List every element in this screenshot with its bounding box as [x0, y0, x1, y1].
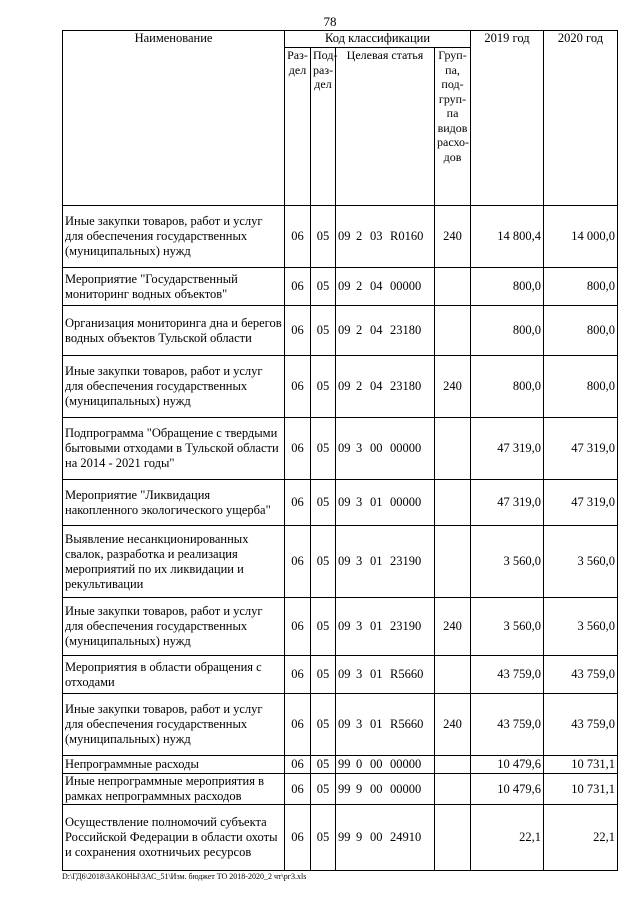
target-article-part: 03	[370, 229, 383, 243]
row-value-2020: 3 560,0	[544, 526, 618, 598]
subsection-header: Под- раз- дел	[311, 48, 336, 206]
target-article-part: 09	[338, 554, 351, 568]
target-article-part: 01	[370, 717, 383, 731]
row-name: Осуществление полномочий субъекта Российской Федерации в области охоты и сохранения охотничьих ресурсов	[63, 805, 285, 871]
row-subsection: 05	[311, 756, 336, 774]
row-subsection: 05	[311, 306, 336, 356]
target-article-part: 23180	[390, 379, 422, 393]
file-path-footer: D:\ГД6\2018\ЗАКОНЫ\ЗАС_51\Изм. бюджет ТО 2018-2020_2 чт\рг3.xls	[62, 872, 307, 881]
target-article-part: 09	[338, 619, 351, 633]
table-row	[63, 206, 618, 268]
row-value-2020: 14 000,0	[544, 206, 618, 268]
table-row	[63, 774, 618, 805]
row-value-2019: 47 319,0	[471, 418, 544, 480]
row-section: 06	[285, 206, 311, 268]
row-name: Иные закупки товаров, работ и услуг для обеспечения государственных (муниципальных) нужд	[63, 598, 285, 656]
row-section: 06	[285, 480, 311, 526]
row-value-2020: 800,0	[544, 306, 618, 356]
row-subsection: 05	[311, 206, 336, 268]
row-section: 06	[285, 598, 311, 656]
row-target-article	[336, 756, 435, 774]
row-subsection: 05	[311, 418, 336, 480]
row-expense-group	[435, 268, 471, 306]
target-article-part: R0160	[390, 229, 424, 243]
target-article-part: 09	[338, 229, 351, 243]
section-header: Раз- дел	[285, 48, 311, 206]
row-value-2020: 800,0	[544, 356, 618, 418]
table-row	[63, 268, 618, 306]
target-article-part: 00	[370, 781, 383, 796]
row-section: 06	[285, 774, 311, 805]
table-row	[63, 694, 618, 756]
name-header: Наименование	[63, 31, 285, 206]
target-article-part: 09	[338, 441, 351, 455]
row-subsection: 05	[311, 656, 336, 694]
table-row	[63, 656, 618, 694]
target-article-part: R5660	[390, 667, 424, 681]
row-value-2020: 43 759,0	[544, 656, 618, 694]
target-article-part: 9	[356, 781, 363, 796]
row-value-2019: 3 560,0	[471, 526, 544, 598]
target-article-part: 04	[370, 323, 383, 337]
target-article-part: 00000	[390, 441, 422, 455]
target-article-part: 2	[356, 379, 363, 393]
row-value-2019: 10 479,6	[471, 774, 544, 805]
target-article-part: 09	[338, 379, 351, 393]
row-value-2019: 43 759,0	[471, 694, 544, 756]
table-row	[63, 598, 618, 656]
target-article-part: 2	[356, 279, 363, 293]
table-row	[63, 356, 618, 418]
row-section: 06	[285, 805, 311, 871]
year-2020-header: 2020 год	[544, 31, 618, 206]
row-value-2019: 800,0	[471, 356, 544, 418]
row-section: 06	[285, 656, 311, 694]
row-section: 06	[285, 418, 311, 480]
target-article-part: 01	[370, 619, 383, 633]
row-expense-group	[435, 774, 471, 805]
row-value-2020: 22,1	[544, 805, 618, 871]
row-target-article	[336, 268, 435, 306]
row-value-2019: 14 800,4	[471, 206, 544, 268]
target-article-part: 04	[370, 279, 383, 293]
target-article-part: 24910	[390, 830, 422, 844]
budget-table	[62, 30, 618, 871]
row-section: 06	[285, 356, 311, 418]
row-expense-group: 240	[435, 356, 471, 418]
target-article-part: 09	[338, 717, 351, 731]
target-article-part: 99	[338, 830, 351, 844]
target-article-part: 00	[370, 441, 383, 455]
row-value-2019: 800,0	[471, 268, 544, 306]
target-article-part: 09	[338, 323, 351, 337]
row-expense-group	[435, 480, 471, 526]
row-expense-group	[435, 306, 471, 356]
table-row	[63, 306, 618, 356]
target-article-part: 04	[370, 379, 383, 393]
target-article-part: 23190	[390, 619, 422, 633]
row-target-article	[336, 418, 435, 480]
row-name: Иные закупки товаров, работ и услуг для обеспечения государственных (муниципальных) нужд	[63, 206, 285, 268]
row-expense-group	[435, 805, 471, 871]
target-article-part: 3	[356, 619, 363, 633]
row-value-2020: 800,0	[544, 268, 618, 306]
row-subsection: 05	[311, 805, 336, 871]
target-article-part: 09	[338, 667, 351, 681]
row-subsection: 05	[311, 268, 336, 306]
header-row-1	[63, 31, 618, 48]
table-row	[63, 805, 618, 871]
row-expense-group: 240	[435, 206, 471, 268]
target-article-part: 00	[370, 830, 383, 844]
row-target-article	[336, 356, 435, 418]
target-article-part: 00	[370, 757, 383, 771]
target-article-part: 09	[338, 495, 351, 509]
row-subsection: 05	[311, 598, 336, 656]
row-target-article	[336, 306, 435, 356]
row-value-2020: 10 731,1	[544, 774, 618, 805]
row-target-article	[336, 805, 435, 871]
row-target-article	[336, 774, 435, 805]
row-subsection: 05	[311, 356, 336, 418]
row-value-2019: 43 759,0	[471, 656, 544, 694]
target-article-part: 3	[356, 717, 363, 731]
row-target-article	[336, 598, 435, 656]
target-article-part: 00000	[390, 279, 422, 293]
row-target-article	[336, 656, 435, 694]
row-value-2020: 43 759,0	[544, 694, 618, 756]
target-article-part: 09	[338, 279, 351, 293]
target-article-part: 00000	[390, 757, 422, 771]
row-name: Иные закупки товаров, работ и услуг для обеспечения государственных (муниципальных) нужд	[63, 694, 285, 756]
target-article-header: Целевая статья	[336, 48, 435, 206]
target-article-part: 99	[338, 757, 351, 771]
row-section: 06	[285, 526, 311, 598]
row-value-2019: 22,1	[471, 805, 544, 871]
row-expense-group	[435, 418, 471, 480]
target-article-part: 23190	[390, 554, 422, 568]
row-name: Выявление несанкционированных свалок, разработка и реализация мероприятий по их ликвидации и рекультивации	[63, 526, 285, 598]
row-name: Организация мониторинга дна и берегов водных объектов Тульской области	[63, 306, 285, 356]
row-value-2019: 47 319,0	[471, 480, 544, 526]
row-section: 06	[285, 694, 311, 756]
row-subsection: 05	[311, 480, 336, 526]
row-value-2019: 10 479,6	[471, 756, 544, 774]
year-2019-header: 2019 год	[471, 31, 544, 206]
row-name: Иные непрограммные мероприятия в рамках непрограммных расходов	[63, 774, 285, 805]
classification-header: Код классификации	[285, 31, 471, 48]
page-number: 78	[323, 14, 337, 29]
row-target-article	[336, 480, 435, 526]
row-expense-group	[435, 656, 471, 694]
target-article-part: 3	[356, 554, 363, 568]
row-name: Подпрограмма "Обращение с твердыми бытовыми отходами в Тульской области на 2014 - 2021 годы"	[63, 418, 285, 480]
row-target-article	[336, 694, 435, 756]
target-article-part: 2	[356, 229, 363, 243]
row-value-2020: 47 319,0	[544, 480, 618, 526]
table-row	[63, 526, 618, 598]
row-section: 06	[285, 756, 311, 774]
table-row	[63, 418, 618, 480]
target-article-part: 01	[370, 554, 383, 568]
row-value-2020: 10 731,1	[544, 756, 618, 774]
target-article-part: 0	[356, 757, 363, 771]
row-value-2019: 3 560,0	[471, 598, 544, 656]
target-article-part: 00000	[390, 495, 422, 509]
row-value-2020: 3 560,0	[544, 598, 618, 656]
target-article-part: 23180	[390, 323, 422, 337]
row-target-article	[336, 526, 435, 598]
target-article-part: 00000	[390, 781, 422, 796]
row-name: Непрограммные расходы	[63, 756, 285, 774]
target-article-part: 3	[356, 667, 363, 681]
row-subsection: 05	[311, 526, 336, 598]
target-article-part: 99	[338, 781, 351, 796]
row-expense-group	[435, 756, 471, 774]
target-article-part: 01	[370, 667, 383, 681]
row-expense-group: 240	[435, 694, 471, 756]
row-expense-group: 240	[435, 598, 471, 656]
row-subsection: 05	[311, 774, 336, 805]
expense-group-header: Груп- па, под- груп- па видов расхо- дов	[435, 48, 471, 206]
row-name: Мероприятие "Государственный мониторинг водных объектов"	[63, 268, 285, 306]
row-target-article	[336, 206, 435, 268]
target-article-part: 3	[356, 441, 363, 455]
row-section: 06	[285, 268, 311, 306]
row-value-2020: 47 319,0	[544, 418, 618, 480]
target-article-part: 3	[356, 495, 363, 509]
row-expense-group	[435, 526, 471, 598]
row-section: 06	[285, 306, 311, 356]
target-article-part: R5660	[390, 717, 424, 731]
row-value-2019: 800,0	[471, 306, 544, 356]
row-subsection: 05	[311, 694, 336, 756]
table-row	[63, 756, 618, 774]
row-name: Мероприятие "Ликвидация накопленного экологического ущерба"	[63, 480, 285, 526]
row-name: Мероприятия в области обращения с отходами	[63, 656, 285, 694]
row-name: Иные закупки товаров, работ и услуг для обеспечения государственных (муниципальных) нужд	[63, 356, 285, 418]
target-article-part: 2	[356, 323, 363, 337]
target-article-part: 9	[356, 830, 363, 844]
table-row	[63, 480, 618, 526]
target-article-part: 01	[370, 495, 383, 509]
